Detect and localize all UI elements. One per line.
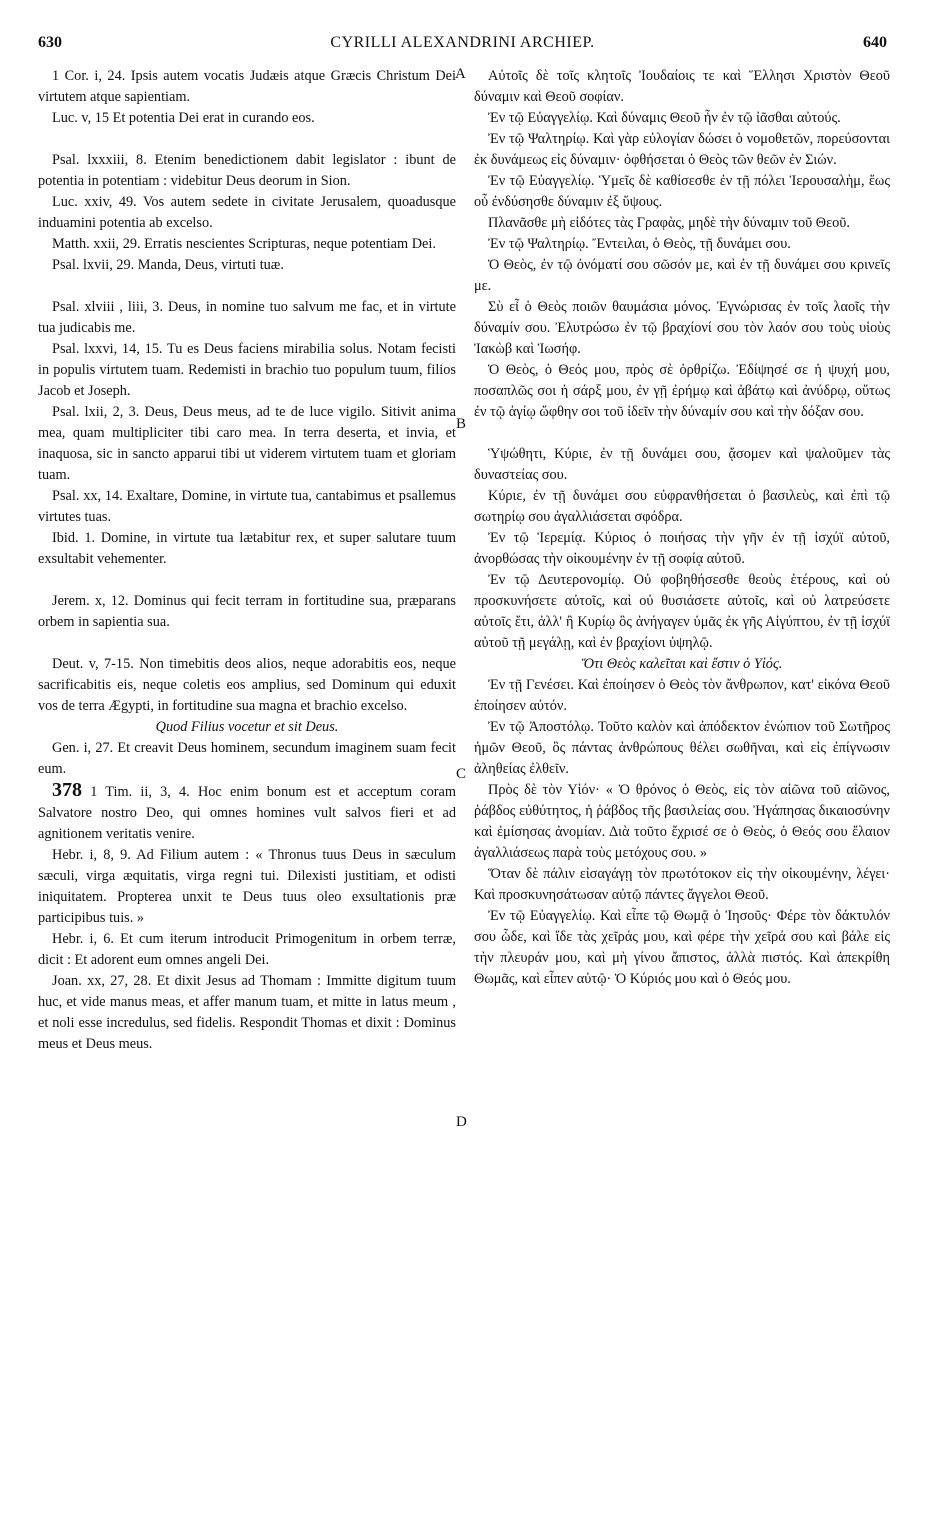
greek-paragraph: Ἐν τῷ Εὐαγγελίῳ. Ὑμεῖς δὲ καθίσεσθε ἐν τῇ πόλει Ἱερουσαλὴμ, ἕως οὗ ἐνδύσησθε δύναμιν ἐξ ὕψους. — [474, 173, 890, 210]
greek-paragraph: Σὺ εἶ ὁ Θεὸς ποιῶν θαυμάσια μόνος. Ἐγνώρισας ἐν τοῖς λαοῖς τὴν δύναμίν σου. Ἐλυτρώσω ἐν τῷ βραχίονί σου τὸν λαόν σου τοὺς υἱοὺς Ἰακὼβ καὶ Ἰωσήφ. — [474, 299, 890, 357]
latin-paragraph — [38, 780, 456, 845]
latin-paragraph: Hebr. i, 8, 9. Ad Filium autem : « Thronus tuus Deus in sæculum sæculi, virga æquitatis, virga regni tui. Dilexisti justitiam, et odisti iniquitatem. Propterea unxit te Deus tuus oleo exsultationis præ participibus tuis. » — [38, 847, 456, 926]
latin-paragraph: Deut. v, 7-15. Non timebitis deos alios, neque adorabitis eos, neque sacrificabitis eis, neque coletis eos amplius, sed Dominum qui eduxit vos de terra Ægypti, in fortitudine sua magna et brachio excelso. — [38, 656, 456, 714]
latin-paragraph: Psal. xlviii , liii, 3. Deus, in nomine tuo salvum me fac, et in virtute tua judicabis me. — [38, 299, 456, 336]
latin-paragraph: Psal. xx, 14. Exaltare, Domine, in virtute tua, cantabimus et psallemus virtutes tuas. — [38, 488, 456, 525]
latin-paragraph: Matth. xxii, 29. Erratis nescientes Scripturas, neque potentiam Dei. — [52, 236, 436, 252]
greek-paragraph: Ἐν τῷ Δευτερονομίῳ. Οὐ φοβηθήσεσθε θεοὺς ἑτέρους, καὶ οὐ προσκυνήσετε αὐτοῖς, καὶ οὐ θυσιάσετε αὐτοῖς, καὶ οὐ λατρεύσετε αὐτοῖς ἔτι, ἀλλ' ἢ Κυρίῳ ὃς ἀνήγαγεν ὑμᾶς ἐκ γῆς Αἰγύπτου, ἐν τῇ ἰσχύϊ αὐτοῦ τῇ μεγάλῃ, καὶ ἐν βραχίονι ὑψηλῷ. — [474, 572, 890, 651]
greek-paragraph: Ὑψώθητι, Κύριε, ἐν τῇ δυνάμει σου, ᾄσομεν καὶ ψαλοῦμεν τὰς δυναστείας σου. — [474, 446, 890, 483]
latin-column — [38, 66, 456, 1055]
page-header — [0, 34, 925, 58]
margin-letter-d: D — [456, 1114, 467, 1130]
latin-paragraph: Gen. i, 27. Et creavit Deus hominem, secundum imaginem suam fecit eum. — [38, 740, 456, 777]
greek-paragraph: Ἐν τῷ Εὐαγγελίῳ. Καὶ εἶπε τῷ Θωμᾷ ὁ Ἰησοῦς· Φέρε τὸν δάκτυλόν σου ὧδε, καὶ ἴδε τὰς χεῖράς μου, καὶ φέρε τὴν χεῖρά σου καὶ βάλε εἰς τὴν πλευράν μου, καὶ μὴ γίνου ἄπιστος, ἀλλὰ πιστός. Καὶ ἀπεκρίθη Θωμᾶς, καὶ εἶπεν αὐτῷ· Ὁ Κύριός μου καὶ ὁ Θεός μου. — [474, 908, 890, 987]
latin-paragraph: Hebr. i, 6. Et cum iterum introducit Primogenitum in orbem terræ, dicit : Et adorent eum omnes angeli Dei. — [38, 931, 456, 968]
page-number-left: 630 — [38, 34, 62, 51]
greek-paragraph: Πλανᾶσθε μὴ εἰδότες τὰς Γραφὰς, μηδὲ τὴν δύναμιν τοῦ Θεοῦ. — [488, 215, 850, 231]
latin-paragraph: Ibid. 1. Domine, in virtute tua lætabitur rex, et super salutare tuum exsultabit vehementer. — [38, 530, 456, 567]
latin-section-heading: Quod Filius vocetur et sit Deus. — [155, 719, 339, 735]
greek-paragraph: Κύριε, ἐν τῇ δυνάμει σου εὐφρανθήσεται ὁ βασιλεὺς, καὶ ἐπὶ τῷ σωτηρίῳ σου ἀγαλλιάσεται σφόδρα. — [474, 488, 890, 525]
margin-letter-c: C — [456, 766, 467, 782]
latin-paragraph: Psal. lxvii, 29. Manda, Deus, virtuti tuæ. — [52, 257, 284, 273]
latin-paragraph: Luc. xxiv, 49. Vos autem sedete in civitate Jerusalem, quoadusque induamini potentia ab excelso. — [38, 194, 456, 231]
latin-paragraph: Jerem. x, 12. Dominus qui fecit terram in fortitudine sua, præparans orbem in sapientia sua. — [38, 593, 456, 630]
latin-paragraph: Psal. lxxvi, 14, 15. Tu es Deus faciens mirabilia solus. Notam fecisti in populis virtutem tuam. Redemisti in brachio tuo populum tuum, filios Jacob et Joseph. — [38, 341, 456, 399]
greek-section-heading: Ὅτι Θεὸς καλεῖται καὶ ἔστιν ὁ Υἱός. — [581, 656, 783, 672]
latin-paragraph-text: 1 Tim. ii, 3, 4. Hoc enim bonum est et acceptum coram Salvatore nostro Deo, qui omnes homines vult salvos fieri et ad agnitionem veritatis venire. — [38, 784, 456, 842]
greek-paragraph: Ὅταν δὲ πάλιν εἰσαγάγῃ τὸν πρωτότοκον εἰς τὴν οἰκουμένην, λέγει· Καὶ προσκυνησάτωσαν αὐτῷ πάντες ἄγγελοι Θεοῦ. — [474, 866, 890, 903]
running-title: CYRILLI ALEXANDRINI ARCHIEP. — [330, 34, 595, 51]
greek-paragraph: Ἐν τῷ Ψαλτηρίῳ. Ἔντειλαι, ὁ Θεὸς, τῇ δυνάμει σου. — [488, 236, 791, 252]
latin-paragraph: Psal. lxxxiii, 8. Etenim benedictionem dabit legislator : ibunt de potentia in potentiam : videbitur Deus deorum in Sion. — [38, 152, 456, 189]
page-number-right: 640 — [863, 34, 887, 51]
greek-paragraph: Ἐν τῷ Ψαλτηρίῳ. Καὶ γὰρ εὐλογίαν δώσει ὁ νομοθετῶν, πορεύσονται ἐκ δυνάμεως εἰς δύναμιν· ὀφθήσεται ὁ Θεὸς τῶν θεῶν ἐν Σιών. — [474, 131, 890, 168]
greek-paragraph: Ἐν τῇ Γενέσει. Καὶ ἐποίησεν ὁ Θεὸς τὸν ἄνθρωπον, κατ' εἰκόνα Θεοῦ ἐποίησεν αὐτόν. — [474, 677, 890, 714]
latin-paragraph: 1 Cor. i, 24. Ipsis autem vocatis Judæis atque Græcis Christum Dei virtutem atque sapientiam. — [38, 68, 456, 105]
latin-paragraph: Joan. xx, 27, 28. Et dixit Jesus ad Thomam : Immitte digitum tuum huc, et vide manus meas, et affer manum tuam, et mitte in latus meum , et noli esse incredulus, sed fidelis. Respondit Thomas et dixit : Dominus meus et Deus meus. — [38, 973, 456, 1052]
column-number: 378 — [52, 779, 82, 801]
margin-letter-a: A — [455, 66, 466, 82]
greek-paragraph: Πρὸς δὲ τὸν Υἱόν· « Ὁ θρόνος ὁ Θεὸς, εἰς τὸν αἰῶνα τοῦ αἰῶνος, ῥάβδος εὐθύτητος, ἡ ῥάβδος τῆς βασιλείας σου. Ἠγάπησας δικαιοσύνην καὶ ἐμίσησας ἀνομίαν. Διὰ τοῦτο ἔχρισέ σε ὁ Θεὸς, ὁ Θεός σου ἔλαιον ἀγαλλιάσεως παρὰ τοὺς μετόχους σου. » — [474, 782, 890, 861]
greek-paragraph: Ὁ Θεὸς, ἐν τῷ ὀνόματί σου σῶσόν με, καὶ ἐν τῇ δυνάμει σου κρινεῖς με. — [474, 257, 890, 294]
greek-paragraph: Ἐν τῷ Ἀποστόλῳ. Τοῦτο καλὸν καὶ ἀπόδεκτον ἐνώπιον τοῦ Σωτῆρος ἡμῶν Θεοῦ, ὃς πάντας ἀνθρώπους θέλει σωθῆναι, καὶ εἰς ἐπίγνωσιν ἀληθείας ἐλθεῖν. — [474, 719, 890, 777]
greek-paragraph: Ἐν τῷ Εὐαγγελίῳ. Καὶ δύναμις Θεοῦ ἦν ἐν τῷ ἰᾶσθαι αὐτούς. — [488, 110, 841, 126]
margin-letter-b: B — [456, 416, 467, 432]
greek-paragraph: Αὐτοῖς δὲ τοῖς κλητοῖς Ἰουδαίοις τε καὶ Ἕλλησι Χριστὸν Θεοῦ δύναμιν καὶ Θεοῦ σοφίαν. — [474, 68, 890, 105]
greek-column — [474, 66, 890, 990]
greek-paragraph: Ἐν τῷ Ἱερεμίᾳ. Κύριος ὁ ποιήσας τὴν γῆν ἐν τῇ ἰσχύϊ αὐτοῦ, ἀνορθώσας τὴν οἰκουμένην ἐν τῇ σοφίᾳ αὐτοῦ. — [474, 530, 890, 567]
greek-paragraph: Ὁ Θεὸς, ὁ Θεός μου, πρὸς σὲ ὀρθρίζω. Ἐδίψησέ σε ἡ ψυχή μου, ποσαπλῶς σοι ἡ σάρξ μου, ἐν γῇ ἐρήμῳ καὶ ἀβάτῳ καὶ ἀνύδρῳ, οὕτως ἐν τῷ ἁγίῳ ὤφθην σοι τοῦ ἰδεῖν τὴν δύναμίν σου καὶ τὴν δόξαν σου. — [474, 362, 890, 420]
latin-paragraph: Psal. lxii, 2, 3. Deus, Deus meus, ad te de luce vigilo. Sitivit anima mea, quam multipliciter tibi caro mea. In terra deserta, et invia, et inaquosa, sic in sancto apparui tibi ut viderem virtutem tuam et gloriam tuam. — [38, 404, 456, 483]
latin-paragraph: Luc. v, 15 Et potentia Dei erat in curando eos. — [52, 110, 315, 126]
